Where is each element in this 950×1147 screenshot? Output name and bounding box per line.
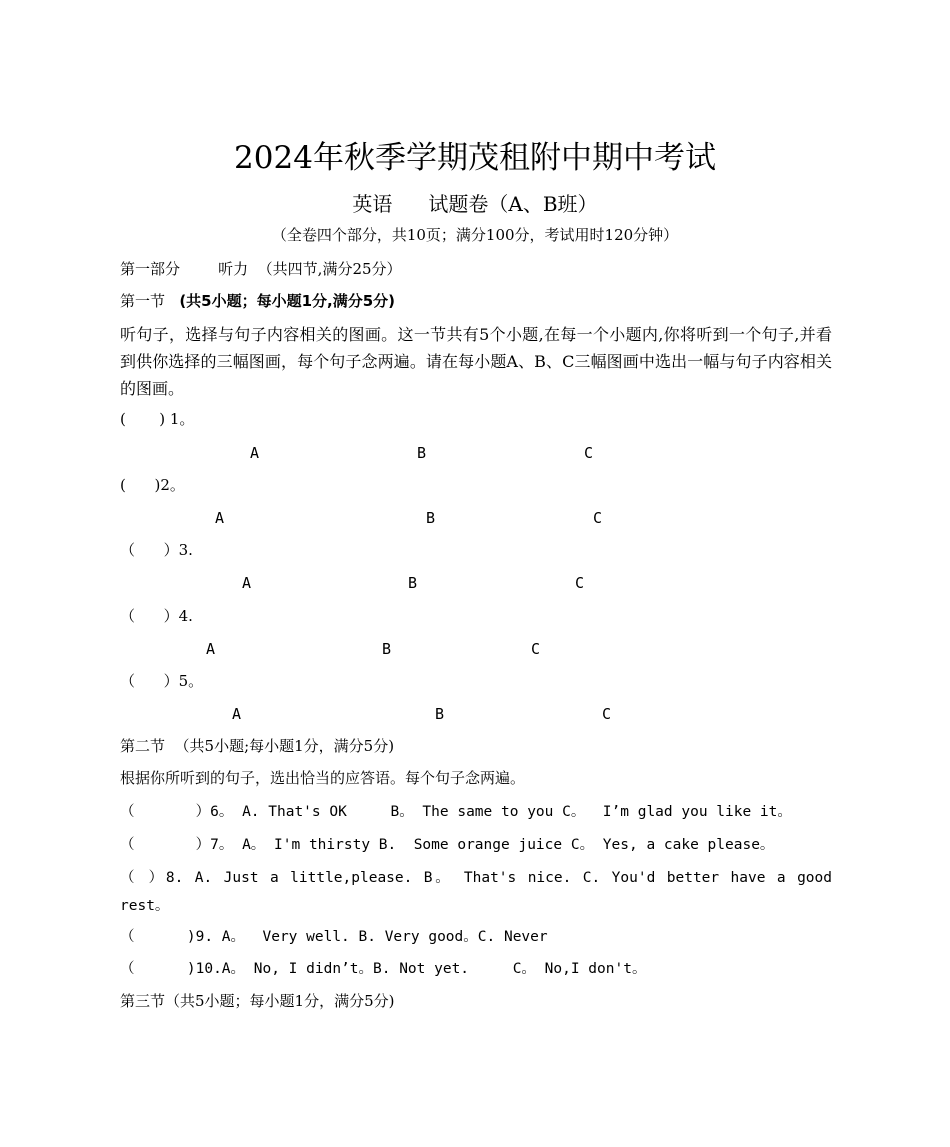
question-2-option-a: A	[215, 509, 225, 527]
question-3-label: （ ）3.	[120, 541, 193, 559]
paper-label: 试题卷（A、B班）	[428, 192, 598, 216]
question-6: （ ）6。 A. That's OK B。 The same to you C。 I’m glad you like it。	[120, 804, 792, 820]
section1-heading-detail: (共5小题；每小题1分,满分5分)	[179, 292, 396, 310]
question-3-option-a: A	[242, 574, 252, 592]
subject-label: 英语	[352, 192, 393, 216]
question-3-option-b: B	[408, 574, 418, 592]
section2-instruction: 根据你所听到的句子，选出恰当的应答语。每个句子念两遍。	[120, 769, 526, 787]
exam-note: （全卷四个部分，共10页；满分100分，考试用时120分钟）	[271, 226, 679, 244]
question-1-option-b: B	[417, 444, 427, 462]
question-2-option-c: C	[593, 509, 603, 527]
question-8: （ ）8. A. Just a little,please. B。 That's nice. C. You'd better have a good rest。	[120, 870, 832, 914]
section1-instruction: 听句子，选择与句子内容相关的图画。这一节共有5个小题,在每一个小题内,你将听到一个句子,并看到供你选择的三幅图画，每个句子念两遍。请在每小题A、B、C三幅图画中选出一幅与句子内容相关的图画。	[120, 325, 832, 398]
section1-heading	[120, 290, 395, 312]
question-5-option-c: C	[602, 705, 612, 723]
question-5-option-b: B	[435, 705, 445, 723]
question-2-label: ( )2。	[120, 476, 185, 494]
exam-subtitle	[0, 190, 950, 218]
question-9: （ )9. A。 Very well. B. Very good。C. Never	[120, 929, 548, 945]
part1-heading: 第一部分 听力 （共四节,满分25分）	[120, 260, 402, 278]
question-1-option-c: C	[584, 444, 594, 462]
question-5-label: （ ）5。	[120, 672, 204, 690]
question-4-option-b: B	[382, 640, 392, 658]
question-5-option-a: A	[232, 705, 242, 723]
question-3-option-c: C	[575, 574, 585, 592]
section1-heading-label: 第一节	[120, 292, 180, 310]
question-7: （ ）7。 A。 I'm thirsty B. Some orange juice C。 Yes, a cake please。	[120, 837, 775, 853]
exam-title: 2024年秋季学期茂租附中期中考试	[234, 140, 716, 176]
question-4-label: （ ）4.	[120, 607, 193, 625]
question-10: （ )10.A。 No, I didn’t。B. Not yet. C。 No,I don't。	[120, 961, 647, 977]
section2-heading: 第二节 （共5小题;每小题1分，满分5分)	[120, 737, 395, 755]
question-2-option-b: B	[426, 509, 436, 527]
question-4-option-c: C	[531, 640, 541, 658]
question-1-option-a: A	[250, 444, 260, 462]
question-1-label: ( ) 1。	[120, 410, 195, 428]
section3-heading: 第三节（共5小题；每小题1分，满分5分)	[120, 992, 395, 1010]
question-4-option-a: A	[206, 640, 216, 658]
